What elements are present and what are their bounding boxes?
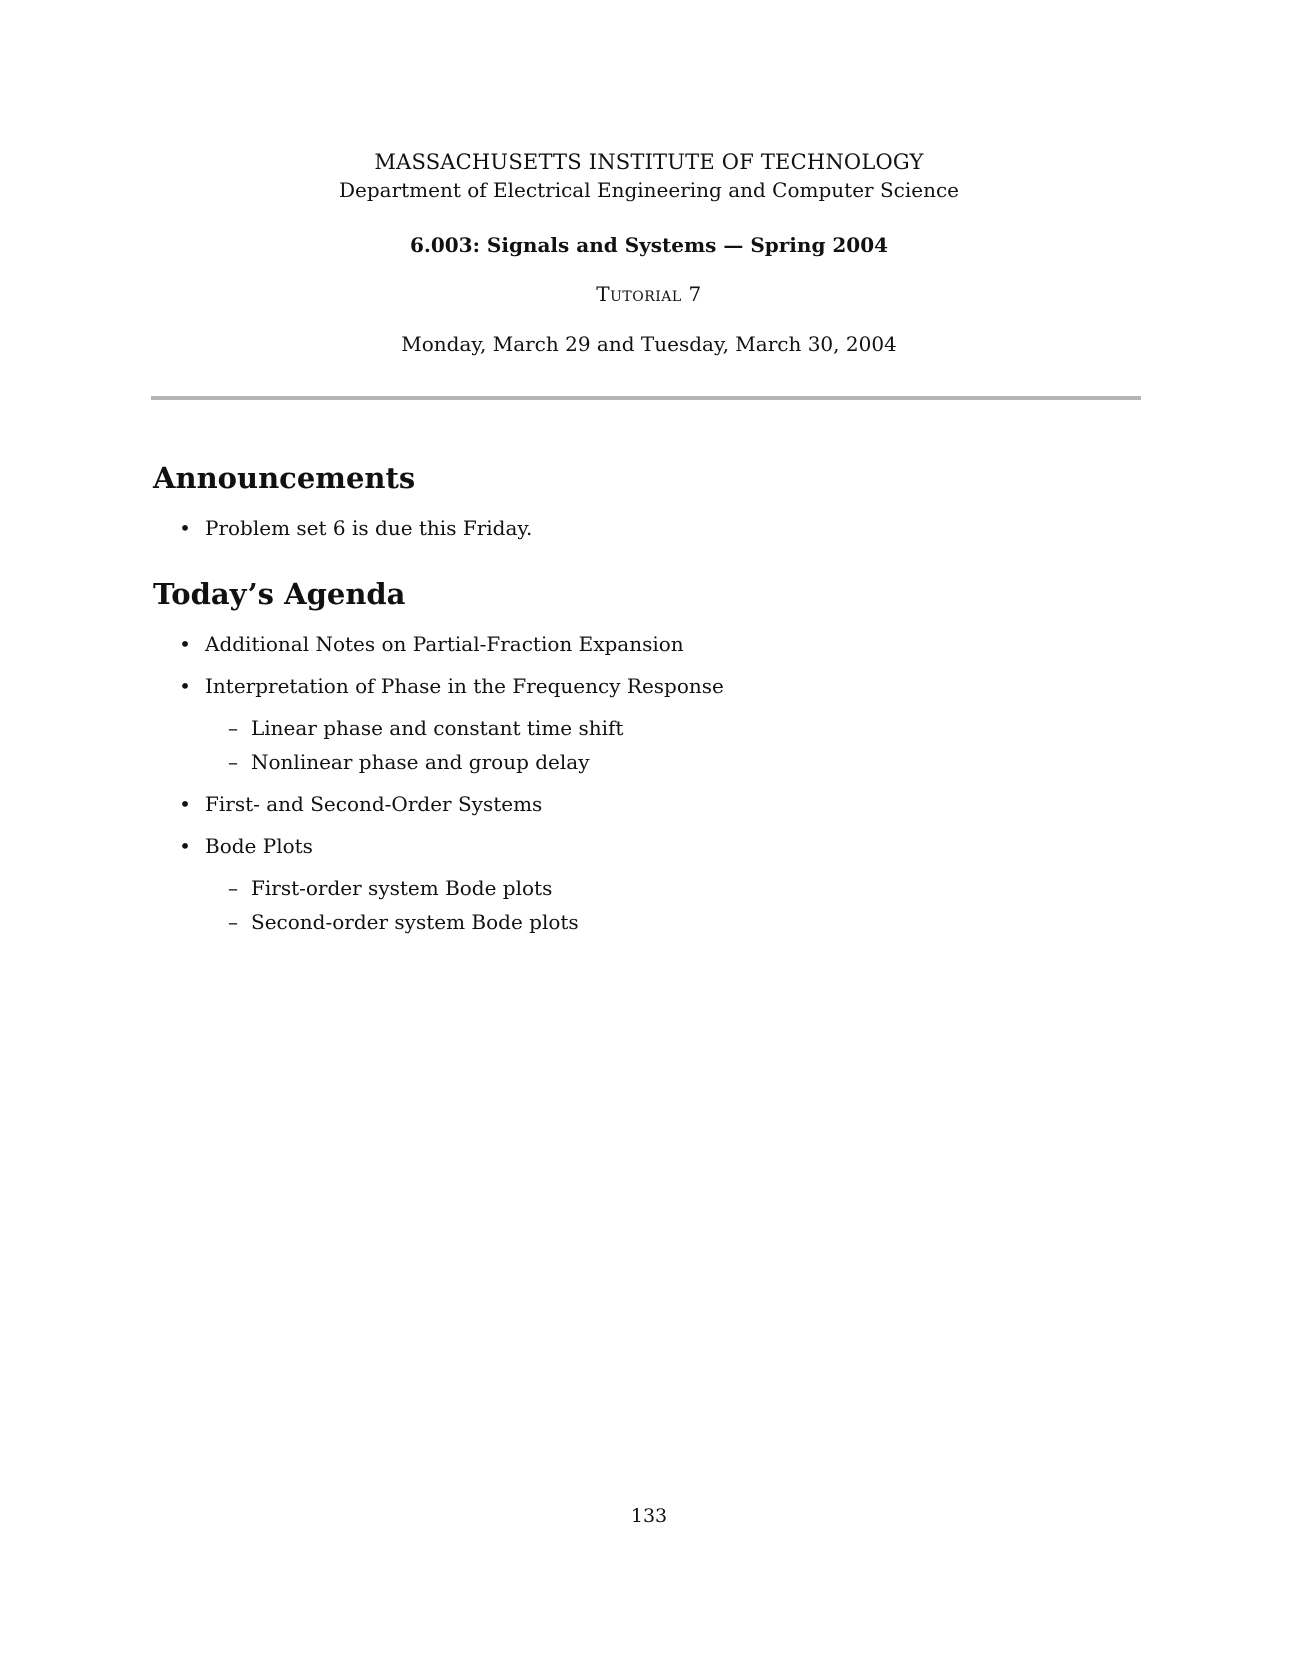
agenda-subitem xyxy=(228,910,579,934)
agenda-heading: Today’s Agenda xyxy=(153,577,406,611)
agenda-item xyxy=(179,674,724,698)
tutorial-date: Monday, March 29 and Tuesday, March 30, 2004 xyxy=(401,332,897,356)
agenda-item-text: Interpretation of Phase in the Frequency Response xyxy=(205,674,724,698)
agenda-item xyxy=(179,834,313,858)
page-number: 133 xyxy=(630,1505,668,1527)
department-name: Department of Electrical Engineering and Computer Science xyxy=(338,178,959,202)
agenda-item-text: Additional Notes on Partial-Fraction Expansion xyxy=(205,632,684,656)
agenda-item-text: First- and Second-Order Systems xyxy=(205,792,543,816)
agenda-subitem-text: Nonlinear phase and group delay xyxy=(251,750,590,774)
dash-marker: – xyxy=(228,716,238,740)
bullet-marker: • xyxy=(179,516,191,540)
dash-marker: – xyxy=(228,910,238,934)
agenda-subitem-text: Second-order system Bode plots xyxy=(251,910,579,934)
header-divider xyxy=(151,396,1141,400)
agenda-subitem-text: First-order system Bode plots xyxy=(251,876,553,900)
bullet-marker: • xyxy=(179,792,191,816)
agenda-subitem xyxy=(228,716,624,740)
course-title: 6.003: Signals and Systems — Spring 2004 xyxy=(409,233,889,257)
tutorial-title: Tutorial 7 xyxy=(596,282,702,306)
announcement-text: Problem set 6 is due this Friday. xyxy=(205,516,533,540)
dash-marker: – xyxy=(228,876,238,900)
announcements-heading: Announcements xyxy=(153,461,416,495)
agenda-item-text: Bode Plots xyxy=(205,834,313,858)
agenda-subitem xyxy=(228,876,553,900)
agenda-item xyxy=(179,792,543,816)
bullet-marker: • xyxy=(179,674,191,698)
bullet-marker: • xyxy=(179,834,191,858)
dash-marker: – xyxy=(228,750,238,774)
agenda-subitem xyxy=(228,750,590,774)
agenda-subitem-text: Linear phase and constant time shift xyxy=(251,716,624,740)
agenda-item xyxy=(179,632,684,656)
announcement-item xyxy=(179,516,533,540)
institute-name: MASSACHUSETTS INSTITUTE OF TECHNOLOGY xyxy=(374,150,924,174)
bullet-marker: • xyxy=(179,632,191,656)
